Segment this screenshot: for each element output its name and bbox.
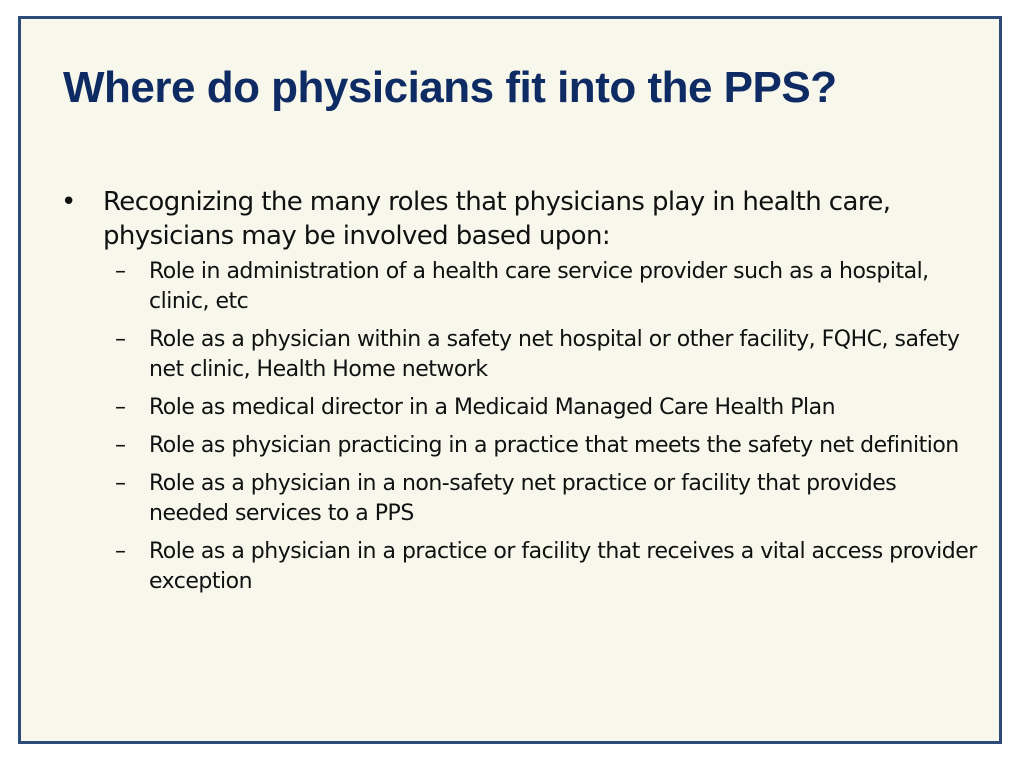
sub-bullet-item	[105, 393, 981, 423]
main-bullet	[61, 185, 981, 253]
bullet-marker: •	[61, 187, 76, 217]
dash-marker: –	[115, 327, 126, 352]
slide	[18, 16, 1002, 744]
slide-content	[61, 185, 981, 605]
sub-bullet-item	[105, 325, 981, 385]
dash-marker: –	[115, 259, 126, 284]
main-bullet-text: Recognizing the many roles that physicians play in health care, physicians may be involved based upon:	[103, 187, 891, 251]
slide-title: Where do physicians fit into the PPS?	[63, 63, 837, 112]
sub-bullet-text: Role as a physician within a safety net hospital or other facility, FQHC, safety net clinic, Health Home network	[149, 327, 960, 382]
dash-marker: –	[115, 395, 126, 420]
sub-bullet-list	[61, 257, 981, 597]
sub-bullet-text: Role as a physician in a practice or facility that receives a vital access provider exception	[149, 539, 977, 594]
dash-marker: –	[115, 539, 126, 564]
dash-marker: –	[115, 471, 126, 496]
sub-bullet-item	[105, 257, 981, 317]
sub-bullet-text: Role as a physician in a non-safety net practice or facility that provides needed services to a PPS	[149, 471, 897, 526]
sub-bullet-item	[105, 469, 981, 529]
sub-bullet-text: Role as physician practicing in a practice that meets the safety net definition	[149, 433, 959, 458]
sub-bullet-text: Role in administration of a health care service provider such as a hospital, clinic, etc	[149, 259, 929, 314]
sub-bullet-item	[105, 537, 981, 597]
sub-bullet-text: Role as medical director in a Medicaid Managed Care Health Plan	[149, 395, 836, 420]
sub-bullet-item	[105, 431, 981, 461]
dash-marker: –	[115, 433, 126, 458]
